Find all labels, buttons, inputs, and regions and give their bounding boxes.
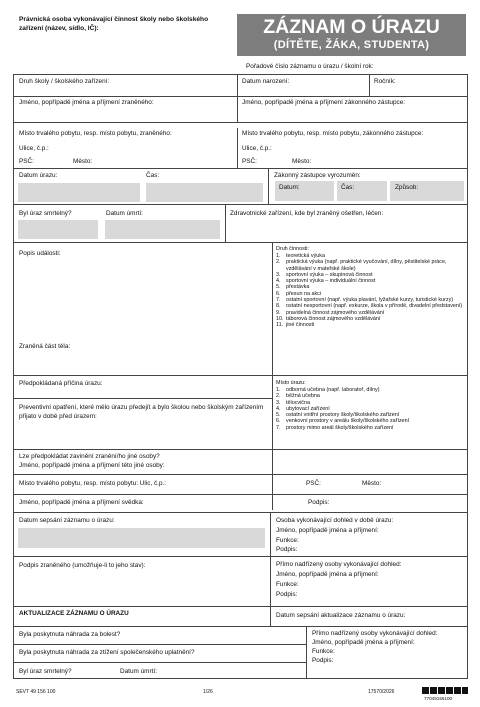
injured-residence-label: Místo trvalého pobytu, resp. místo pobytu, zraněného: (19, 130, 172, 137)
item-number: 2. (276, 259, 281, 266)
item-number: 2. (276, 393, 281, 400)
update-date-label: Datum sepsání aktualizace záznamu o úrazu: (276, 612, 406, 619)
supervisor-function-label: Funkce: (276, 537, 299, 544)
other-person-name-label: Jméno, popřípadě jména a příjmení této jiné osoby: (19, 462, 165, 469)
activity-item (276, 322, 464, 328)
death-date-label-2: Datum úmrtí: (120, 668, 157, 675)
notify-method-label: Způsob: (395, 184, 419, 191)
item-text: přestávka (286, 284, 310, 291)
other-residence-label: Místo trvalého pobytu, resp. místo pobytu: Ulic, č.p.: (19, 480, 167, 487)
record-date-field[interactable] (18, 528, 265, 548)
activity-list (276, 253, 464, 329)
cause-label: Předpokládaná příčina úrazu: (19, 380, 103, 387)
item-text: táborová činnost zájmového vzdělávání (286, 315, 381, 322)
injured-name-label: Jméno, popřípadě jména a příjmení zraněného: (19, 99, 154, 106)
other-person-question: Lze předpokládat zavinění zranění/ho jiné osoby? (19, 453, 160, 460)
item-number: 6. (276, 418, 281, 425)
superior-update-name-label: Jméno, popřípadě jména a příjmení: (312, 639, 415, 646)
item-number: 10. (276, 315, 284, 322)
notify-date-label: Datum: (279, 184, 300, 191)
item-text: praktická výuka (např. praktické vyučování, dílny, pěstitelské práce, vzdělávání v mateřské škole) (286, 259, 447, 272)
superior-signature-label: Podpis: (276, 591, 298, 598)
superior-update-label: Přímo nadřízený osoby vykonávající dohled: (312, 630, 438, 637)
comp-pain-label: Byla poskytnuta náhrada za bolest? (19, 631, 121, 638)
guardian-residence-label: Místo trvalého pobytu, resp. místo pobytu, zákonného zástupce: (242, 130, 424, 137)
activity-title: Druh činnosti: (276, 246, 309, 252)
item-text: běžná učebna (286, 393, 320, 400)
item-number: 4. (276, 405, 281, 412)
item-number: 5. (276, 284, 281, 291)
item-text: ostatní vnitřní prostory školy/školského zařízení (286, 412, 400, 419)
item-number: 9. (276, 309, 281, 316)
description-label: Popis události: (19, 250, 61, 257)
city-label: Město: (73, 158, 93, 165)
footer-number: 17570/2026 (368, 689, 395, 695)
grade-label: Ročník: (374, 78, 396, 85)
supervisor-signature-label: Podpis: (276, 546, 298, 553)
injury-time-field[interactable] (146, 183, 263, 202)
notify-time-label: Čas: (341, 184, 355, 191)
barcode-bars (422, 687, 468, 694)
item-text: prostory mimo areál školy/školského zařízení (286, 424, 394, 431)
zip-label-2: PSČ: (242, 158, 257, 165)
item-number: 7. (276, 424, 281, 431)
form-title: ZÁZNAM O ÚRAZU (263, 16, 440, 38)
item-text: ostatní sportovní (např. výuka plavání, lyžařské kurzy, turistické kurzy) (286, 297, 454, 304)
fatal-field[interactable] (18, 220, 98, 239)
other-city-label: Město: (362, 480, 382, 487)
superior-update-signature-label: Podpis: (312, 657, 334, 664)
fatal-label-2: Byl úraz smrtelný? (19, 668, 72, 675)
injury-date-field[interactable] (18, 183, 140, 202)
item-number: 1. (276, 387, 281, 393)
street-label-2: Ulice, č.p.: (242, 145, 272, 152)
death-date-label: Datum úmrtí: (106, 210, 143, 217)
street-label: Ulice, č.p.: (19, 145, 49, 152)
facility-label: Zdravotnické zařízení, kde byl zraněný ošetřen, léčen: (230, 210, 384, 217)
item-number: 6. (276, 290, 281, 297)
activity-item (276, 259, 464, 272)
supervisor-label: Osoba vykonávající dohled v době úrazu: (276, 517, 394, 524)
place-title: Místo úrazu: (276, 380, 306, 386)
item-text: odborná učebna (např. laboratoř, dílny) (286, 387, 380, 393)
superior-label: Přímo nadřízený osoby vykonávající dohled: (276, 561, 402, 568)
footer-page: 1/26 (203, 689, 213, 695)
witness-label: Jméno, popřípadě jména a příjmení svědka: (19, 499, 144, 506)
item-text: přesun na akci (286, 290, 322, 297)
guardian-name-label: Jméno, popřípadě jména a příjmení zákonného zástupce: (242, 99, 406, 106)
record-date-label: Datum sepsání záznamu o úrazu: (19, 517, 115, 524)
form-subtitle: (DÍTĚTE, ŽÁKA, STUDENTA) (273, 39, 430, 51)
zip-label: PSČ: (19, 158, 34, 165)
city-label-2: Město: (292, 158, 312, 165)
other-zip-label: PSČ: (306, 480, 321, 487)
school-type-label: Druh školy / školského zařízení: (19, 78, 110, 85)
superior-update-function-label: Funkce: (312, 648, 335, 655)
birth-date-label: Datum narození: (242, 78, 290, 85)
superior-name-label: Jméno, popřípadě jména a příjmení: (276, 571, 379, 578)
item-number: 5. (276, 412, 281, 419)
guardian-notified-label: Zákonný zástupce vyrozuměn: (274, 172, 361, 179)
injured-part-label: Zraněná část těla: (19, 343, 71, 350)
item-text: jiné činnosti (286, 322, 315, 329)
order-number-label: Pořadové číslo záznamu o úrazu / školní rok: (246, 63, 374, 70)
item-number: 7. (276, 297, 281, 304)
injury-date-label: Datum úrazu: (19, 172, 58, 179)
school-label: Právnická osoba vykonávající činnost školy nebo školského zařízení (název, sídlo, IČ): (19, 16, 209, 32)
time-label: Čas: (146, 172, 160, 179)
place-item (276, 425, 464, 431)
item-number: 11. (276, 322, 284, 329)
measures-label: Preventivní opatření, které mělo úrazu předejít a bylo školou nebo školským zařízením přijato v době před úrazem: (19, 404, 264, 420)
injured-signature-label: Podpis zraněného (umožňuje-li to jeho stav): (19, 562, 146, 569)
item-number: 3. (276, 399, 281, 406)
item-number: 3. (276, 271, 281, 278)
item-text: ostatní nesportovní (např. exkurze, škola v přírodě, divadelní představení) (286, 303, 463, 310)
witness-signature-label: Podpis: (308, 499, 330, 506)
comp-social-label: Byla poskytnuta náhrada za ztížení společenského uplatnění? (19, 649, 195, 656)
footer-code: SEVT 49 156 100 (16, 689, 56, 695)
item-number: 4. (276, 278, 281, 285)
item-text: teoretická výuka (286, 253, 325, 259)
item-text: ubytovací zařízení (286, 405, 330, 412)
update-title: AKTUALIZACE ZÁZNAMU O ÚRAZU (19, 610, 129, 617)
item-text: sportovní výuka – individuální činnost (286, 278, 376, 285)
fatal-label: Byl úraz smrtelný? (19, 210, 72, 217)
barcode-number: 77049156100 (424, 696, 453, 701)
supervisor-name-label: Jméno, popřípadě jména a příjmení: (276, 527, 379, 534)
superior-function-label: Funkce: (276, 581, 299, 588)
item-number: 8. (276, 303, 281, 310)
death-date-field[interactable] (105, 220, 220, 239)
place-list (276, 387, 464, 431)
item-text: sportovní výuka – skupinová činnost (286, 271, 373, 278)
item-text: tělocvična (286, 399, 310, 406)
item-number: 1. (276, 253, 281, 259)
item-text: venkovní prostory v areálu školy/školského zařízení (286, 418, 410, 425)
item-text: pravidelná činnost zájmového vzdělávání (286, 309, 385, 316)
